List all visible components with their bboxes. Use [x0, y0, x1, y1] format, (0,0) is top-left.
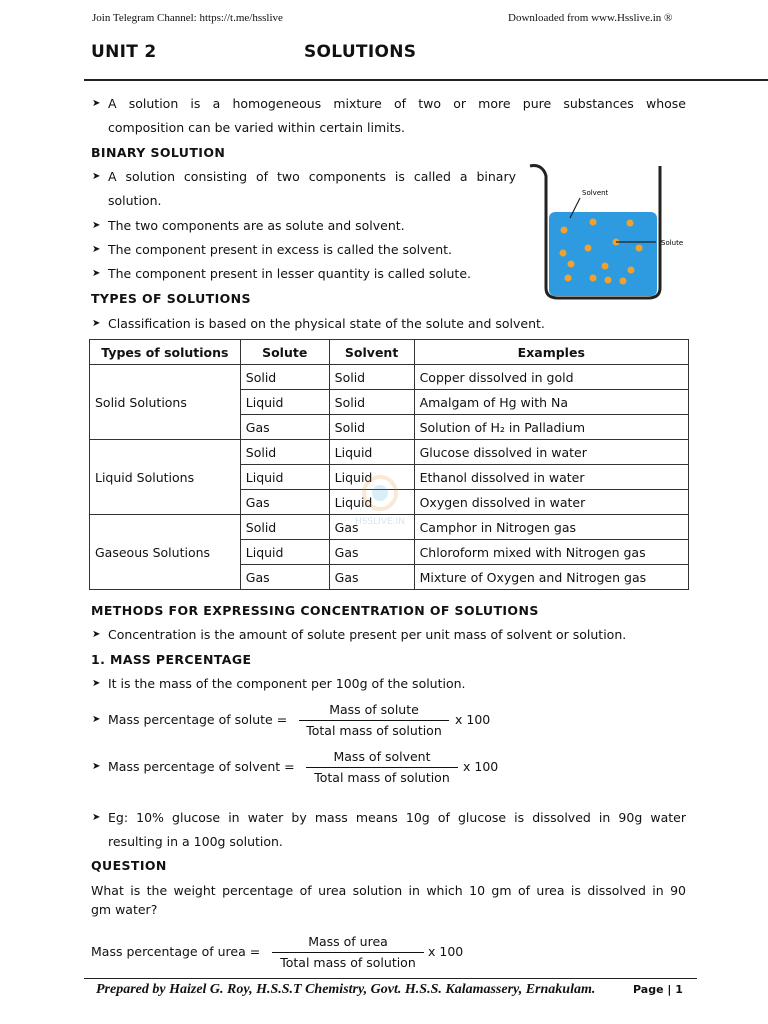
solvent-cell: Solid — [329, 415, 414, 440]
urea-formula-multiplier: x 100 — [428, 944, 464, 959]
formula-1-multiplier: x 100 — [455, 712, 491, 727]
beaker-illustration — [528, 160, 708, 305]
example-cell: Camphor in Nitrogen gas — [414, 515, 688, 540]
unit-label: UNIT 2 — [91, 42, 157, 62]
solute-cell: Solid — [240, 440, 329, 465]
example-cell: Copper dissolved in gold — [414, 365, 688, 390]
table-header-cell: Solute — [240, 340, 329, 365]
formula-1-label: Mass percentage of solute = — [108, 712, 288, 727]
binary-solution-heading: BINARY SOLUTION — [91, 145, 226, 160]
solution-type-cell: Solid Solutions — [90, 365, 241, 440]
formula-1-denominator: Total mass of solution — [306, 723, 442, 738]
footer-credit: Prepared by Haizel G. Roy, H.S.S.T Chemistry, Govt. H.S.S. Kalamassery, Ernakulam. — [96, 982, 596, 997]
example-cell: Ethanol dissolved in water — [414, 465, 688, 490]
solvent-cell: Liquid — [329, 465, 414, 490]
page-number: Page | 1 — [633, 983, 683, 996]
header-telegram-text: Join Telegram Channel: https://t.me/hsslive — [92, 12, 283, 24]
solvent-cell: Gas — [329, 540, 414, 565]
bullet-arrow-icon: ➤ — [92, 220, 101, 231]
binary-bullet-2: The two components are as solute and solvent. — [108, 218, 405, 233]
bullet-arrow-icon: ➤ — [92, 812, 101, 823]
bullet-arrow-icon: ➤ — [92, 171, 101, 182]
formula-2-denominator: Total mass of solution — [314, 770, 450, 785]
header-divider — [84, 79, 768, 81]
solute-cell: Gas — [240, 490, 329, 515]
binary-bullet-1-line-1: A solution consisting of two components is called a binary — [108, 169, 516, 184]
formula-2-numerator: Mass of solvent — [333, 749, 431, 764]
example-cell: Mixture of Oxygen and Nitrogen gas — [414, 565, 688, 590]
footer-divider — [84, 978, 697, 979]
solvent-label: Solvent — [582, 189, 609, 197]
solute-cell: Gas — [240, 565, 329, 590]
question-heading: QUESTION — [91, 858, 167, 873]
solute-cell: Solid — [240, 515, 329, 540]
urea-formula-numerator: Mass of urea — [308, 934, 388, 949]
mass-percentage-heading: 1. MASS PERCENTAGE — [91, 652, 252, 667]
table-header-cell: Solvent — [329, 340, 414, 365]
types-heading: TYPES OF SOLUTIONS — [91, 291, 251, 306]
solvent-cell: Solid — [329, 390, 414, 415]
bullet-arrow-icon: ➤ — [92, 244, 101, 255]
question-line-2: gm water? — [91, 902, 158, 917]
example-cell: Amalgam of Hg with Na — [414, 390, 688, 415]
solute-cell: Liquid — [240, 465, 329, 490]
solvent-cell: Solid — [329, 365, 414, 390]
hsslive-watermark-logo — [345, 468, 415, 528]
solvent-cell: Gas — [329, 565, 414, 590]
solution-type-cell: Gaseous Solutions — [90, 515, 241, 590]
methods-bullet-1: Concentration is the amount of solute present per unit mass of solvent or solution. — [108, 627, 627, 642]
bullet-arrow-icon: ➤ — [92, 268, 101, 279]
example-cell: Glucose dissolved in water — [414, 440, 688, 465]
solute-label: Solute — [661, 239, 684, 247]
binary-bullet-3: The component present in excess is called the solvent. — [108, 242, 453, 257]
types-bullet-1: Classification is based on the physical state of the solute and solvent. — [108, 316, 545, 331]
intro-line-2: composition can be varied within certain limits. — [108, 120, 405, 135]
bullet-arrow-icon: ➤ — [92, 629, 101, 640]
formula-1-fraction — [299, 702, 449, 739]
bullet-arrow-icon: ➤ — [92, 98, 101, 109]
question-line-1: What is the weight percentage of urea solution in which 10 gm of urea is dissolved in 90 — [91, 883, 686, 898]
table-header-row — [90, 340, 689, 365]
bullet-arrow-icon: ➤ — [92, 678, 101, 689]
table-row — [90, 440, 689, 465]
bullet-arrow-icon: ➤ — [92, 761, 101, 772]
binary-bullet-1-line-2: solution. — [108, 193, 162, 208]
example-cell: Oxygen dissolved in water — [414, 490, 688, 515]
header-download-text: Downloaded from www.Hsslive.in ® — [508, 12, 673, 24]
watermark-text: HSSLIVE.IN — [355, 517, 405, 527]
solvent-cell: Liquid — [329, 490, 414, 515]
urea-formula-label: Mass percentage of urea = — [91, 944, 261, 959]
solute-cell: Liquid — [240, 390, 329, 415]
example-line-1: Eg: 10% glucose in water by mass means 10g of glucose is dissolved in 90g water — [108, 810, 686, 825]
solution-type-cell: Liquid Solutions — [90, 440, 241, 515]
table-header-cell: Types of solutions — [90, 340, 241, 365]
urea-formula-fraction — [272, 934, 424, 971]
formula-1-numerator: Mass of solute — [329, 702, 419, 717]
solute-cell: Solid — [240, 365, 329, 390]
formula-2-fraction — [306, 749, 458, 786]
example-line-2: resulting in a 100g solution. — [108, 834, 283, 849]
solute-cell: Liquid — [240, 540, 329, 565]
example-cell: Solution of H₂ in Palladium — [414, 415, 688, 440]
page-title: SOLUTIONS — [304, 42, 417, 62]
urea-formula-denominator: Total mass of solution — [280, 955, 416, 970]
table-header-cell: Examples — [414, 340, 688, 365]
solvent-cell: Liquid — [329, 440, 414, 465]
binary-bullet-4: The component present in lesser quantity is called solute. — [108, 266, 472, 281]
bullet-arrow-icon: ➤ — [92, 714, 101, 725]
mass-bullet-1: It is the mass of the component per 100g of the solution. — [108, 676, 466, 691]
solutions-table — [89, 339, 689, 590]
solvent-cell: Gas — [329, 515, 414, 540]
formula-2-multiplier: x 100 — [463, 759, 499, 774]
example-cell: Chloroform mixed with Nitrogen gas — [414, 540, 688, 565]
intro-line-1: A solution is a homogeneous mixture of two or more pure substances whose — [108, 96, 686, 111]
solute-cell: Gas — [240, 415, 329, 440]
methods-heading: METHODS FOR EXPRESSING CONCENTRATION OF SOLUTIONS — [91, 603, 539, 618]
formula-2-label: Mass percentage of solvent = — [108, 759, 295, 774]
bullet-arrow-icon: ➤ — [92, 318, 101, 329]
table-row — [90, 365, 689, 390]
